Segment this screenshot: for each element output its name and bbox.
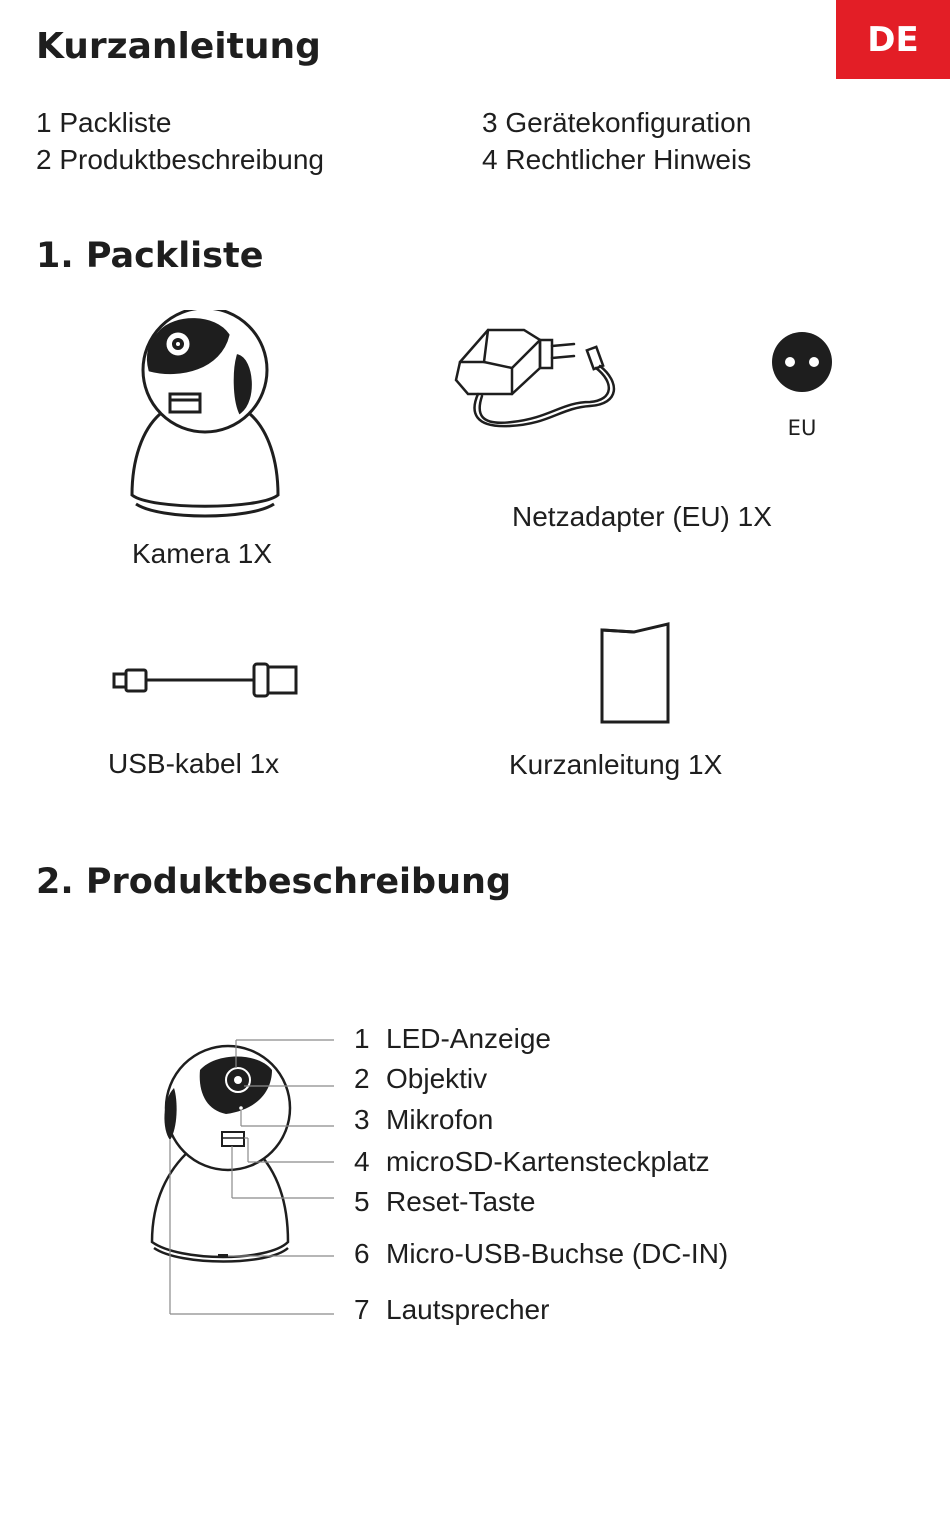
part-number: 1 — [354, 1023, 370, 1054]
toc-column-left — [36, 104, 324, 178]
toc-item[interactable]: 4 Rechtlicher Hinweis — [482, 144, 752, 175]
packliste-item-adapter-label: Netzadapter (EU) 1X — [512, 501, 772, 532]
part-label — [354, 1063, 487, 1095]
usb-cable-icon — [108, 658, 302, 704]
packliste-item-camera-label: Kamera 1X — [131, 538, 273, 569]
section-heading-produkt: 2. Produktbeschreibung — [36, 862, 511, 902]
toc-item[interactable]: 2 Produktbeschreibung — [36, 144, 324, 175]
power-adapter-icon — [450, 322, 630, 442]
part-label — [354, 1294, 549, 1326]
part-label — [354, 1238, 728, 1270]
part-number: 2 — [354, 1063, 370, 1094]
language-badge: DE — [836, 0, 950, 79]
page-title: Kurzanleitung — [36, 26, 321, 67]
part-name: Lautsprecher — [386, 1294, 550, 1325]
part-name: LED-Anzeige — [386, 1023, 551, 1054]
part-label — [354, 1146, 710, 1178]
booklet-icon — [598, 618, 674, 726]
part-name: Reset-Taste — [386, 1186, 536, 1217]
section-heading-packliste: 1. Packliste — [36, 236, 264, 276]
part-label — [354, 1023, 551, 1055]
toc-item[interactable]: 3 Gerätekonfiguration — [482, 107, 752, 138]
part-name: Micro-USB-Buchse (DC-IN) — [386, 1238, 729, 1269]
part-number: 7 — [354, 1294, 370, 1325]
toc-item[interactable]: 1 Packliste — [36, 107, 172, 138]
part-number: 5 — [354, 1186, 370, 1217]
part-name: Objektiv — [386, 1063, 488, 1094]
part-label — [354, 1186, 535, 1218]
packliste-item-usb-label: USB-kabel 1x — [108, 748, 280, 779]
part-number: 3 — [354, 1104, 370, 1135]
toc-column-right — [482, 104, 751, 178]
part-number: 4 — [354, 1146, 370, 1177]
part-name: Mikrofon — [386, 1104, 494, 1135]
camera-diagram — [140, 1030, 350, 1330]
part-label — [354, 1104, 493, 1136]
part-number: 6 — [354, 1238, 370, 1269]
eu-plug-icon — [770, 330, 834, 394]
eu-plug-label: EU — [787, 416, 817, 440]
packliste-item-booklet-label: Kurzanleitung 1X — [509, 749, 723, 780]
camera-icon — [120, 310, 290, 530]
part-name: microSD-Kartensteckplatz — [386, 1146, 710, 1177]
